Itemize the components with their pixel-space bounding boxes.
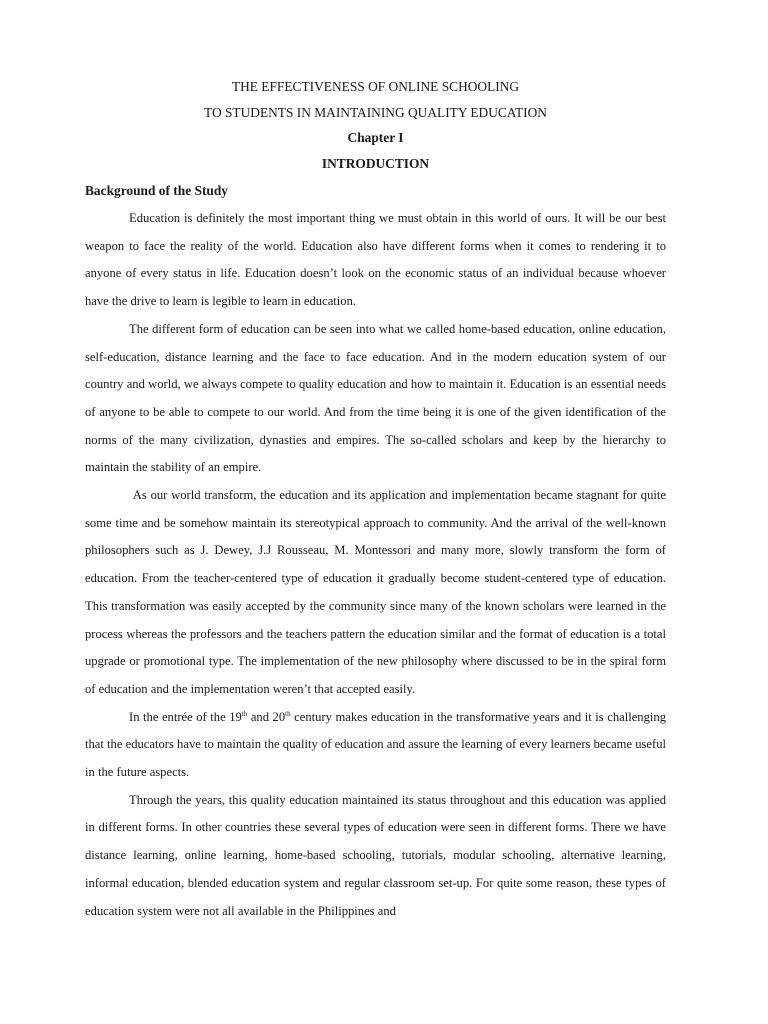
paragraph-3: As our world transform, the education and its application and implementation became stagnant for quite some time and be somehow maintain its stereotypical approach to community. And the arrival of the well-known philosophers such as J. Dewey, J.J Rousseau, M. Montessori and many more, slowly transform the form of education. From the teacher-centered type of education it gradually become student-centered type of education. This transformation was easily accepted by the community since many of the known scholars were learned in the process whereas the professors and the teachers pattern the education similar and the format of education is a total upgrade or promotional type. The implementation of the new philosophy where discussed to be in the spiral form of education and the implementation weren’t that accepted easily.: [85, 488, 670, 696]
document-body: [85, 75, 670, 925]
chapter-label: Chapter I: [347, 130, 404, 145]
paragraph-4-part-2: and 20: [247, 709, 286, 724]
paragraph-1: Education is definitely the most important thing we must obtain in this world of ours. It will be our best weapon to face the reality of the world. Education also have different forms when it comes to rendering it to anyone of every status in life. Education doesn’t look on the economic status of an individual because whoever have the drive to learn is legible to learn in education.: [85, 211, 666, 309]
subheading: Background of the Study: [85, 183, 228, 198]
document-title-line-1: THE EFFECTIVENESS OF ONLINE SCHOOLING: [231, 79, 520, 94]
paragraph-2: The different form of education can be seen into what we called home-based education, online education, self-education, distance learning and the face to face education. And in the modern education system of our country and world, we always compete to quality education and how to maintain it. Education is an essential needs of anyone to be able to compete to our world. And from the time being it is one of the given identification of the norms of the many civilization, dynasties and empires. The so-called scholars and keep by the hierarchy to maintain the stability of an empire.: [85, 321, 666, 475]
superscript-th-2: th: [285, 709, 291, 718]
section-title: INTRODUCTION: [321, 156, 430, 171]
paragraph-5: Through the years, this quality education maintained its status throughout and this education was applied in different forms. In other countries these several types of education were seen in different forms. There we have distance learning, online learning, home-based schooling, tutorials, modular schooling, alternative learning, informal education, blended education system and regular classroom set-up. For quite some reason, these types of education system were not all available in the Philippines and: [85, 792, 666, 918]
document-title-line-2: TO STUDENTS IN MAINTAINING QUALITY EDUCATION: [204, 105, 547, 120]
superscript-th-1: th: [241, 709, 248, 718]
paragraph-4-part-3: century makes education in the transformative years and it is challenging that the educators have to maintain the quality of education and assure the learning of every learners became useful in the future aspects.: [85, 709, 666, 780]
paragraph-4: [85, 704, 666, 787]
paragraph-4-part-1: In the entrée of the 19: [129, 709, 242, 724]
